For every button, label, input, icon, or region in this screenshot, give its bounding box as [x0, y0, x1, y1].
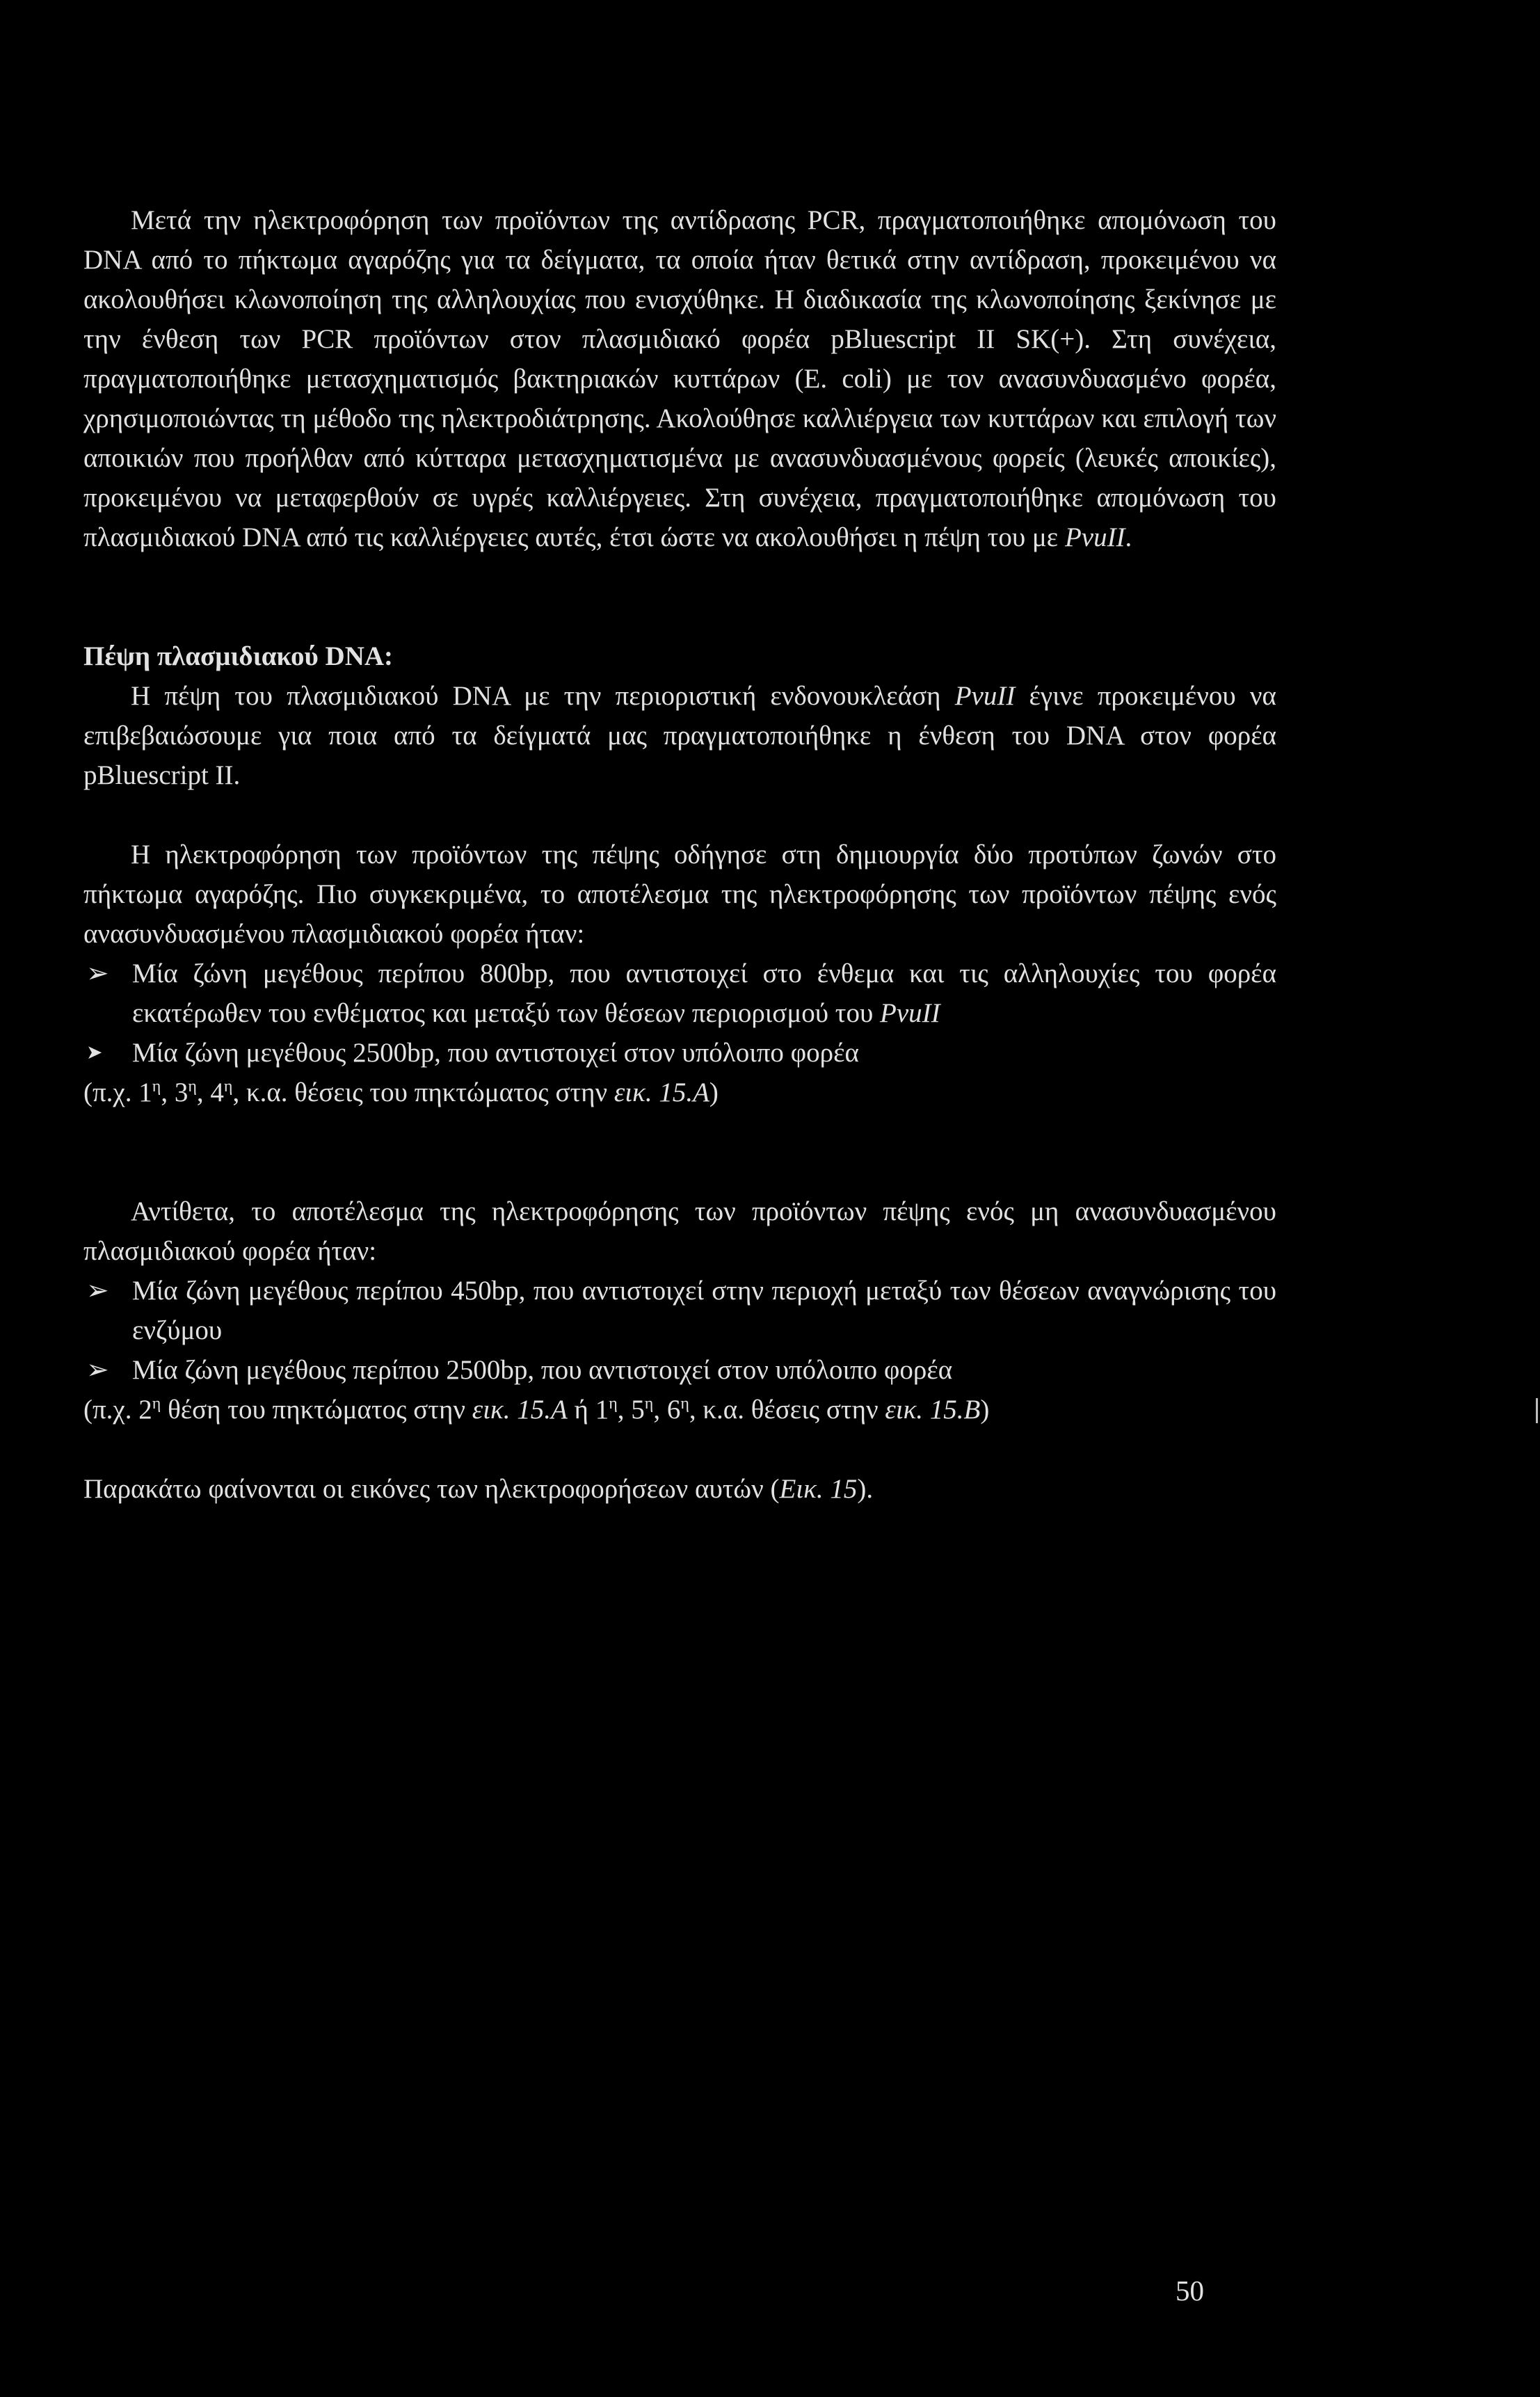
list-item	[83, 954, 1276, 1033]
contrast-paragraph: Αντίθετα, το αποτέλεσμα της ηλεκτροφόρησης των προϊόντων πέψης ενός μη ανασυνδυασμένου πλασμιδιακού φορέα ήταν:	[83, 1196, 1276, 1266]
ref-text: , 6	[653, 1395, 681, 1425]
ordinal-sup: η	[152, 1395, 161, 1413]
document-page	[83, 200, 1276, 1509]
list-item	[83, 1033, 1276, 1073]
figures-intro	[83, 1469, 1276, 1509]
example-reference-2	[83, 1390, 1276, 1429]
ordinal-sup: η	[680, 1395, 689, 1413]
bullet-arrow-icon: ➢	[86, 1276, 109, 1306]
bullet-arrow-icon: ➢	[86, 1355, 109, 1385]
ordinal-sup: η	[609, 1395, 618, 1413]
electrophoresis-paragraph: Η ηλεκτροφόρηση των προϊόντων της πέψης οδήγησε στη δημιουργία δύο προτύπων ζωνών στο πήκτωμα αγαρόζης. Πιο συγκεκριμένα, το αποτέλεσμα της ηλεκτροφόρησης των προϊόντων πέψης ενός ανασυνδυασμένου πλασμιδιακού φορέα ήταν:	[83, 840, 1276, 949]
ref-text: θέση του πηκτώματος στην	[161, 1395, 472, 1425]
p1-text-b: έγινε προκειμένου να επιβεβαιώσουμε για ποια από τα δείγματά μας πραγματοποιήθηκε η ένθεση του DNA στον φορέα pBluescript II.	[83, 681, 1276, 790]
bullet1-enzyme: PvuII	[880, 998, 940, 1028]
figure-reference: εικ. 15.Α	[472, 1395, 568, 1425]
ref-text: )	[709, 1077, 719, 1107]
figure-reference: Εικ. 15	[779, 1474, 858, 1504]
figures-text: Παρακάτω φαίνονται οι εικόνες των ηλεκτροφορήσεων αυτών (	[83, 1474, 780, 1504]
ordinal-sup: η	[223, 1077, 233, 1096]
ref-text: )	[980, 1395, 990, 1425]
list-item	[83, 1271, 1276, 1350]
ref-text: (π.χ. 1	[83, 1077, 152, 1107]
figure-reference: εικ. 15.Β	[885, 1395, 981, 1425]
example-reference-1	[83, 1073, 1276, 1112]
bullet-arrow-icon: ➢	[86, 959, 109, 988]
ref-text: , κ.α. θέσεις του πηκτώματος στην	[232, 1077, 614, 1107]
ordinal-sup: η	[152, 1077, 161, 1096]
bullet1-text: Μία ζώνη μεγέθους περίπου 800bp, που αντιστοιχεί στο ένθεμα και τις αλληλουχίες του φορέα εκατέρωθεν του ενθέματος και μεταξύ των θέσεων περιορισμού του	[132, 959, 1276, 1028]
bullet2-text: Μία ζώνη μεγέθους 2500bp, που αντιστοιχεί στον υπόλοιπο φορέα	[132, 1038, 859, 1068]
ref-text: (π.χ. 2	[83, 1395, 152, 1425]
ref-text: , 5	[617, 1395, 645, 1425]
enzyme-name: PvuII	[1064, 522, 1125, 552]
ref-text: , 4	[196, 1077, 224, 1107]
ref-text: ή 1	[567, 1395, 609, 1425]
bullet4-text: Μία ζώνη μεγέθους περίπου 2500bp, που αντιστοιχεί στον υπόλοιπο φορέα	[132, 1355, 953, 1385]
intro-end: .	[1125, 522, 1132, 552]
section-heading: Πέψη πλασμιδιακού DNA:	[83, 641, 394, 671]
ref-text: , κ.α. θέσεις στην	[689, 1395, 885, 1425]
list-item	[83, 1350, 1276, 1390]
bullet-arrow-icon: ➤	[86, 1042, 103, 1064]
page-number: 50	[1176, 2275, 1204, 2307]
figure-reference: εικ. 15.Α	[613, 1077, 709, 1107]
bullet3-text: Μία ζώνη μεγέθους περίπου 450bp, που αντιστοιχεί στην περιοχή μεταξύ των θέσεων αναγνώρισης του ενζύμου	[132, 1276, 1276, 1345]
digestion-paragraph	[83, 676, 1276, 795]
scan-edge-mark	[1536, 1398, 1538, 1423]
ref-text: , 3	[161, 1077, 189, 1107]
ordinal-sup: η	[644, 1395, 654, 1413]
intro-paragraph	[83, 200, 1276, 557]
p1-enzyme: PvuII	[954, 681, 1016, 711]
ordinal-sup: η	[188, 1077, 197, 1096]
intro-text: Μετά την ηλεκτροφόρηση των προϊόντων της αντίδρασης PCR, πραγματοποιήθηκε απομόνωση του DNA από το πήκτωμα αγαρόζης για τα δείγματα, τα οποία ήταν θετικά στην αντίδραση, προκειμένου να ακολουθήσει κλωνοποίηση της αλληλουχίας που ενισχύθηκε. Η διαδικασία της κλωνοποίησης ξεκίνησε με την ένθεση των PCR προϊόντων στον πλασμιδιακό φορέα pBluescript II SK(+). Στη συνέχεια, πραγματοποιήθηκε μετασχηματισμός βακτηριακών κυττάρων (E. coli) με τον ανασυνδυασμένο φορέα, χρησιμοποιώντας τη μέθοδο της ηλεκτροδιάτρησης. Ακολούθησε καλλιέργεια των κυττάρων και επιλογή των αποικιών που προήλθαν από κύτταρα μετασχηματισμένα με ανασυνδυασμένους φορείς (λευκές αποικίες), προκειμένου να μεταφερθούν σε υγρές καλλιέργειες. Στη συνέχεια, πραγματοποιήθηκε απομόνωση του πλασμιδιακού DNA από τις καλλιέργειες αυτές, έτσι ώστε να ακολουθήσει η πέψη του με	[83, 205, 1276, 552]
figures-text: ).	[857, 1474, 874, 1504]
p1-text-a: Η πέψη του πλασμιδιακού DNA με την περιοριστική ενδονουκλεάση	[131, 681, 955, 711]
